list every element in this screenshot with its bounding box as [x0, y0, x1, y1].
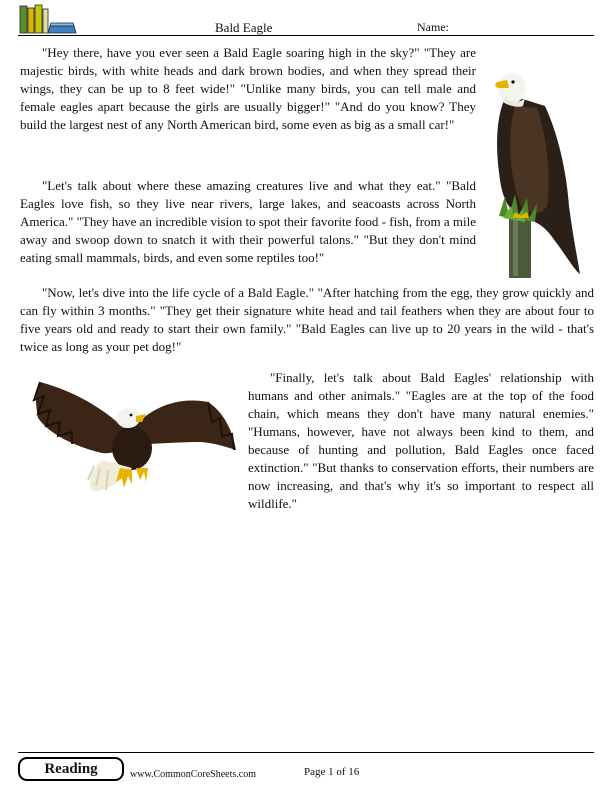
page-number: Page 1 of 16: [304, 766, 360, 778]
site-url: www.CommonCoreSheets.com: [130, 769, 257, 780]
flying-eagle-image: [28, 372, 238, 496]
books-logo-icon: [18, 4, 78, 34]
paragraph-intro: "Hey there, have you ever seen a Bald Eagle soaring high in the sky?" "They are majestic birds, with white heads and dark brown bodies, and when they spread their wings, they can be up to 8 feet wide!" "Unlike many birds, you can tell male and female eagles apart because the girls are usually bigger!" "And do you know? They build the largest nest of any North American bird, some even as big as a small car!": [20, 45, 476, 132]
header-divider: [18, 35, 594, 36]
footer-divider: [18, 752, 594, 753]
name-field-label: Name:: [417, 20, 449, 34]
paragraph-habitat-diet: "Let's talk about where these amazing creatures live and what they eat." "Bald Eagles love fish, so they live near rivers, large lakes, and seacoasts across North America." "They have an incredible vision to spot their favorite food - fish, from a mile away and swoop down to snatch it with their powerful talons." "But they don't mind eating small mammals, birds, and even some reptiles too!": [20, 178, 476, 265]
paragraph-relationships: "Finally, let's talk about Bald Eagles' relationship with humans and other animals." "Eagles are at the top of the food chain, which means they don't have many natural enemies." "Humans, however, have not always been kind to them, and because of hunting and pollution, Bald Eagles once faced extinction." "But thanks to conservation efforts, their numbers are now increasing, and that's why it's so important to respect all wildlife.": [248, 370, 594, 511]
subject-badge: Reading: [18, 757, 124, 781]
perched-eagle-image: [485, 66, 585, 280]
paragraph-life-cycle: "Now, let's dive into the life cycle of a Bald Eagle." "After hatching from the egg, they grow quickly and can fly within 3 months." "They get their signature white head and tail feathers when they are about four to five years old and ready to start their own family." "Bald Eagles can live up to 20 years in the wild - that's twice as long as your pet dog!": [20, 285, 594, 354]
page-title: Bald Eagle: [215, 20, 273, 35]
